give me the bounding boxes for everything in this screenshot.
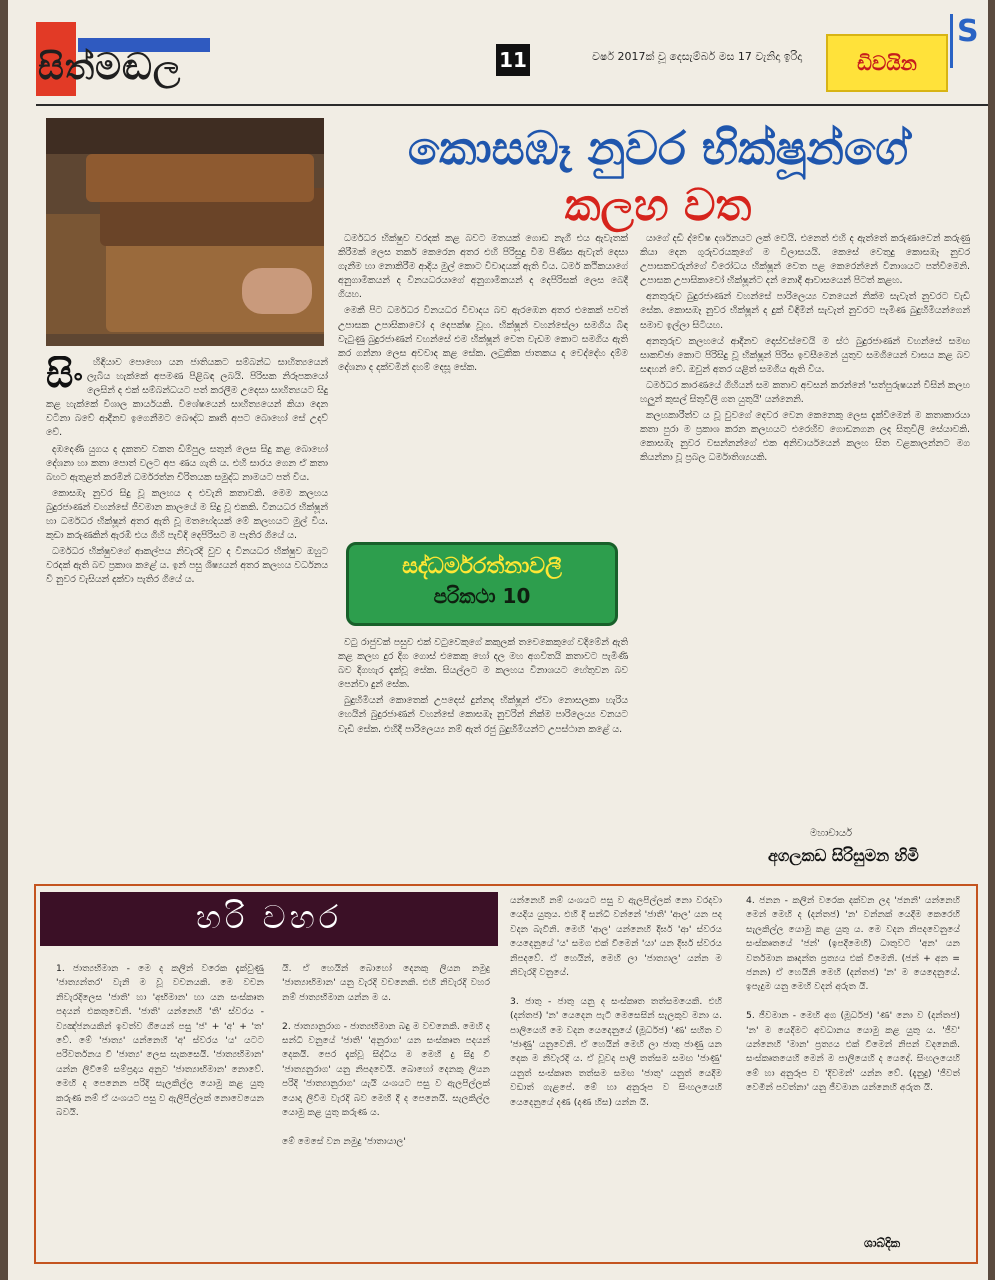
language-column-title: හරි වහර xyxy=(195,898,343,936)
headline-line-2: කලහ වත xyxy=(564,180,752,231)
issue-date: වර්ෂ 2017ක් වූ දෙසැම්බර් මස 17 වැනිදා ඉරිදා xyxy=(592,50,803,63)
article-column-3 xyxy=(640,232,970,820)
headline-line-1: කොසඹෑ නුවර භික්ෂූන්ගේ xyxy=(407,121,909,175)
publisher-logo-icon: S xyxy=(950,14,988,68)
article-headline xyxy=(338,118,978,234)
paragraph: කොසඹෑ නුවර සිදු වූ කලහය ද එවැනි කතාවකි. මෙම කලහය බුදුරජාණන් වහන්සේ ජීවමාන කාලයේ ම සිදු වූ එකකි. විනයධර භික්ෂූන් හා ධර්මධර භික්ෂූන් අතර ඇති වූ මතභේදයක් මේ කලහයට මුල් විය. කුඩා කරුණකින් ඇරඹී එය ගිහි පැවිදි දෙපිරිසට ම පැතිර ගියේ ය. xyxy=(46,487,328,542)
author-title: මහාචාර්ය xyxy=(810,828,853,839)
paragraph: ධර්මධර භික්ෂුව වරදක් කළ බවට මතයක් ගොඩ නැගී එය ඇවැතක් කිරීමක් ලෙස තර්ක කෙරෙන අතර එහි පිරිසුදු වීම පිණිස ඇවැත් දෙසා ගැනීම හා නොකිරීම ආදිය මුල් කොට විවාදයක් ඇති විය. ධර්ම කථිකයාගේ අනුගාමිකයන් ද විනයධරයාගේ අනුගාමිකයන් ද දෙපිරිසක් ලෙස බෙදී ගියහ. xyxy=(338,233,628,301)
language-column-2: යි. ඒ හෙයින් බොහෝ දෙනකු ලියන නමුදු 'ජාත්‍යාභිමාන' යනු වැරදි වචනෙකි. එහි නිවැරදි වහර නම් ජාත්‍යභිමාන යන්න ම ය. 2. ජාත්‍යානුරාග - ජාත්‍යභිමාන බඳු ම වචනෙකි. මෙහි ද සන්ධි වනුයේ 'ජාති' 'අනුරාග' යන සංස්කෘත පදයන් දෙකයි. පෙර දැක්වූ සිද්ධිය ම මෙහි දු සිදු වී 'ජාත්‍යනුරාග' යනු නිපදවෙයි. බොහෝ දෙනකු ලියන පරිදි 'ජාත්‍යානුරාග' යැයි යංශයට පසු ව ඇලපිල්ලක් යොදා ලිවීම වැරදි බව මෙහි දී ද පෙනෙයි. සැලකිල්ල යොමු කළ යුතු කරුණ ය. මේ මෙසේ වන නමුදු 'ජාතායාල' xyxy=(282,963,490,1147)
series-number: පරිකථා 10 xyxy=(433,584,531,608)
paragraph: ධර්මධර කාරණයේ ගිහියන් සම කතාව අවසන් කරන්නේ 'සත්පුරුෂයන් විසින් කලහ හලුන් කුසල් සිතුවිලි ගත යුතුයි' යන්නෙනි. xyxy=(640,379,970,406)
paragraph: කලහකාරීත්ව ය වූ වුවගේ දෙවර වෙන කෙනෙකු ලෙස දැක්වීමෙන් ම කතාකාරයා කතා පුරා ම ප්‍රකාශ කරන කලහයට එරෙහිව ගොඩනගන ලද සිතුවිලි සේයාවකි. කොසඹෑ නුවර වසන්නන්ගේ එක අනිවාර්යයෙන් කලහ සිත වළකාලන්නට මග කියන්නා වූ ප්‍රබල ධර්මාතිශ්‍යයකි. xyxy=(640,410,970,464)
series-title: සද්ධර්මරත්නාවලී xyxy=(402,554,562,579)
series-banner xyxy=(346,542,618,626)
article-column-2 xyxy=(338,232,628,532)
paragraph: වටු රාජුවක් පසුව එක් වටුවෙකුගේ කකුලක් තවෙකෙකුගේ වදිමේන් ඇති කළ කලහ දුර දිග ගොස් එකෙකු හෝ දල මහ අගවිතයි කතාවට පැමිණි බව දිගහැර දැක්වූ සේක. සියල්ලට ම කලහය විනාශයට හේතුවන බව පෙන්වා දුන් සේක. xyxy=(338,637,628,691)
page-header xyxy=(8,0,988,108)
author-name: අගලකඩ සිරිසුමන හිමි xyxy=(768,846,919,865)
page-number: 11 xyxy=(496,44,530,76)
newspaper-logo: ඩිවයින xyxy=(826,34,948,92)
paragraph: දඹදෙණි යුගය ද දකතව වකත ඩිම්පුල සතුන් ලෙස සිදු කළ බොහෝ දේශනා හා කතා පොත් වලට අප ණය ගැති ය. එහි සාරය ගෙන ඒ කතා බහට ඇතුළත් කරමින් ධර්මරත්න චීරිතයක සමුද්ධ නාමයට පත් විය. xyxy=(46,443,328,483)
paragraph: බුදුහිමියන් කොතෙක් උපදෙස් දුන්නද භික්ෂූන් ඒවා නොසලකා හැරිය හෙයින් බුදුරජාණන් වහන්සේ කොසඹෑ නුවරින් නික්ම පාරිලෙය්‍ය වනයට වැඩි සේක. එහිදී පාරිලෙය්‍ය නම් ඇත් රජු බුදුහිමියන්ට උපස්ථාන කළේ ය. xyxy=(338,695,628,735)
language-column-banner xyxy=(40,892,498,946)
column-signature: ශාබ්දික xyxy=(864,1236,901,1250)
paragraph: අනතුරුව බුදුරජාණන් වහන්සේ පාරිලෙය්‍ය වනයෙන් නික්ම සැවැත් නුවරට වැඩි සේක. කොසඹෑ නුවර භික්ෂූන් ද දුක් විඳිමින් සැවැත් නුවරට පැමිණ බුදුහිමියන්ගෙන් සමාව ඉල්ලා සිටියහ. xyxy=(640,291,970,331)
paragraph: මෙකී පිට ධර්මධර විනයධර විවාදය බව ඇරඹෙන අතර එකෙක් පවත් උපාසක උපාසිකාවෝ ද දෙපක්ෂ වූහ. භික්ෂූන් වහන්සේලා සමගිය බිඳ වැටුණු බුදුරජාණන් වහන්සේ එම භික්ෂූන් වෙත වැඩම කොට සමගිය ඇති කර ගන්නා ලෙස අවවාද කළ සේක. ලටුකික ජාතකය ද වෙද්දේහ දම්ම දේශනා ද දක්වමින් දහම් දෙසූ සේක. xyxy=(338,305,628,373)
newspaper-page xyxy=(8,0,988,1280)
language-column-3: යන්නෙහි නම් යංශයට පසු ව ඇලපිල්ලක් නො වරදවා යෙදිය යුතුය. එහි දී සන්ධි වන්නේ 'ජාති' 'ආල' යන පද වදන බැවිනි. මෙහි 'ආල' යන්නෙහි දීර්ඝ 'ආ' ස්වරය යෙදෙනුයේ 'ය' සමග එක් වීමෙන් 'යා' යන දීර්ඝ ස්වරය නිපදවේ. ඒ හෙයින්, මෙහි ලා 'ජාත්‍යාල' යන්න ම නිවැරදි වනුයේ. 3. ජාතු - ජාතු යනු ද සංස්කෘත තත්සමයෙකි. එහි (දන්තජ) 'න' යෙදෙන පැටි මෙසෙසින් සැලකුව මනා ය. පාලියෙහි මෙ වදන යෙදෙනුයේ (මූර්ධජ) 'ණ' සහිත ව 'ජාණු' යනුවෙනි. ඒ හෙයින් මෙහි ලා ජාතු ජාණු යන දෙක ම නිවැරදි ය. ඒ වූවද පාලි තත්සම සමඟ 'ජාණු' යනුත් සංස්කෘත තත්සම සමඟ 'ජාතු' යනුත් යෙදීම වඩාත් ගැළපේ. මේ හා අනුරූප ව සිංහලයෙහි යෙදෙනුයේ දණ (දණ හිස) යන්න යි. xyxy=(510,895,722,1108)
books-photo xyxy=(46,118,324,346)
language-column-1: 1. ජාත්‍යභිමාන - මෙ ද කලින් වරෙක දැක්වුණු 'ජාත්‍යන්තර' වැනි ම වූ වචනයකි. මෙ වචන නිවැරදිලෙස 'ජාති' හා 'අභිමාන' හා යන සංස්කෘත පදයන් එකතුවෙනි. 'ජාති' යන්නෙහි 'ති' ස්වරය - ව්‍යඤ්ජනයකින් ඉවත්ව ගියෙන් පසු 'ජ' + 'අ' + 'ත' වේ. මේ 'ජාත්‍ය' යන්නෙහි 'අ' ස්වරය 'ය' යටට පරිවර්තනය වී 'ජාත්‍ය' ලෙස සැකසෙයි. 'ජාත්‍යභිමාන' යන්න ලිවීමේ සම්ප්‍රදාය අනුව 'ජාත්‍යාභිමාන' නොවේ. මෙහි ද පෙනෙන පරිදි සැලකිල්ල යොමු කළ යුතු කරුණ නම් ඒ යංශයට පසු ව ඇලිපිල්ලක් නොවෙයෙන බවයි. xyxy=(56,963,264,1119)
paragraph: හිඳියාව පොහො යන ජාතියකට සම්බන්ධ සාහිත්‍යයෙන් ලැබිය හැක්කේ අපමණ පිළිබඳ ලබයි. පිරිසක නිරූපකයෝ ලෙසින් ද එක් සම්බන්ධයට පත් කරලීම උදෙසා සාහිත්‍යයට සිදු කළ හැක්කේ විශාල කාර්යයකි. විශේෂයෙන් සාහිත්‍යයෙන් කියා දෙන වටිනා බවේ ආදීනව ඉගෙනීමට බෞද්ධ කෘතී අපට බොහෝ සේ උදව් වේ. xyxy=(46,357,328,439)
drop-cap: සිං xyxy=(46,356,83,396)
section-title: සිත්මඬල xyxy=(38,46,182,88)
language-column-box xyxy=(34,884,978,1264)
paragraph: අනතුරුව කලහයේ ආදීනව දොස්වස්වෙයි ම ස්ථ බුදුරජාණන් වහන්සේ සමඟ සාකච්ඡා කොට පිරිසිදු වූ භික්ෂූන් පිරිස ඉවසීමෙන් යුතුව සමගියෙන් වාසය කළ බව සඳහන් වේ. ඔවුන් අතර යළිත් සමගිය ඇති විය. xyxy=(640,335,970,375)
language-column-4: 4. ජනන - කලින් වරෙක දක්වන ලද 'ජනනි' යන්නෙහි මෙන් මෙහි ද (දන්තජ) 'න' වන්නක් යෙදීම කෙරෙහි සැලකිල්ල යොමු කළ යුතු ය. මෙ වදන නිපදවෙනුයේ සංස්කෘතයේ 'ජන්' (ඉපදීමෙහි) ධාතුවට 'අන' යන වර්තමාන කෘදන්ත ප්‍රත්‍යය එක් වීමෙනි. (ජන් + අන = ජනන) ඒ හෙයිනි මෙහි (දන්තජ) 'න' ම යෙදෙනුයේ. ඉපැදුම යනු මෙහි වදන් අරුත යි. 5. ජීවමාන - මෙහි අග (මූර්ධජ) 'ණ' නො ව (දන්තජ) 'න' ම යෙදීමට අවධානය යොමු කළ යුතු ය. 'ජීව' යන්නෙහි 'මාන' ප්‍රත්‍යය එක් වීමෙන් නිපන් වදනෙකි. සංස්කෘතයෙහි මෙන් ම පාලියෙහි ද යෙදේ. සිංහලයෙහි මේ හා අනුරූප ව 'දිවමන්' යන්න වේ. (දැනුදු) 'ජීවත් වෙමින් පවත්නා' යනු ජීවමාන යන්නෙහි අරුත යි. xyxy=(746,895,960,1094)
header-rule xyxy=(36,104,988,106)
paragraph: යාගේ දඩි ද්වේෂ දර්ශනයට ලක් වෙයි. එනෙත් එහි ද ඇත්තේ කරුණාවෙන් කරුණු කියා දෙන ගුරුවරයකුගේ ම විලාසයයි. කෙසේ වෙතුදු කොසඹෑ නුවර උපාසකවරුන්ගේ විරෝධය භික්ෂූන් වෙත පළ කෙරෙන්නේ විනාශයට පත්වීමෙනි. උපාසක උපාසිකාවෝ භික්ෂූන්ට දන් නොදී ආවාසයෙන් පිටත් කළහ. xyxy=(640,233,970,287)
paragraph: ධර්මධර භික්ෂුවගේ ආකල්පය නිවැරදි වුව ද විනයධර භික්ෂුව ඔහුට වරදක් ඇති බව ප්‍රකාශ කළේ ය. ඉන් පසු ශිෂ්‍යයන් අතර කලහය වර්ධනය වී නුවර වැසියන් දක්වා පැතිර ගියේ ය. xyxy=(46,546,328,586)
article-column-1 xyxy=(46,356,328,886)
article-column-2b xyxy=(338,636,628,872)
